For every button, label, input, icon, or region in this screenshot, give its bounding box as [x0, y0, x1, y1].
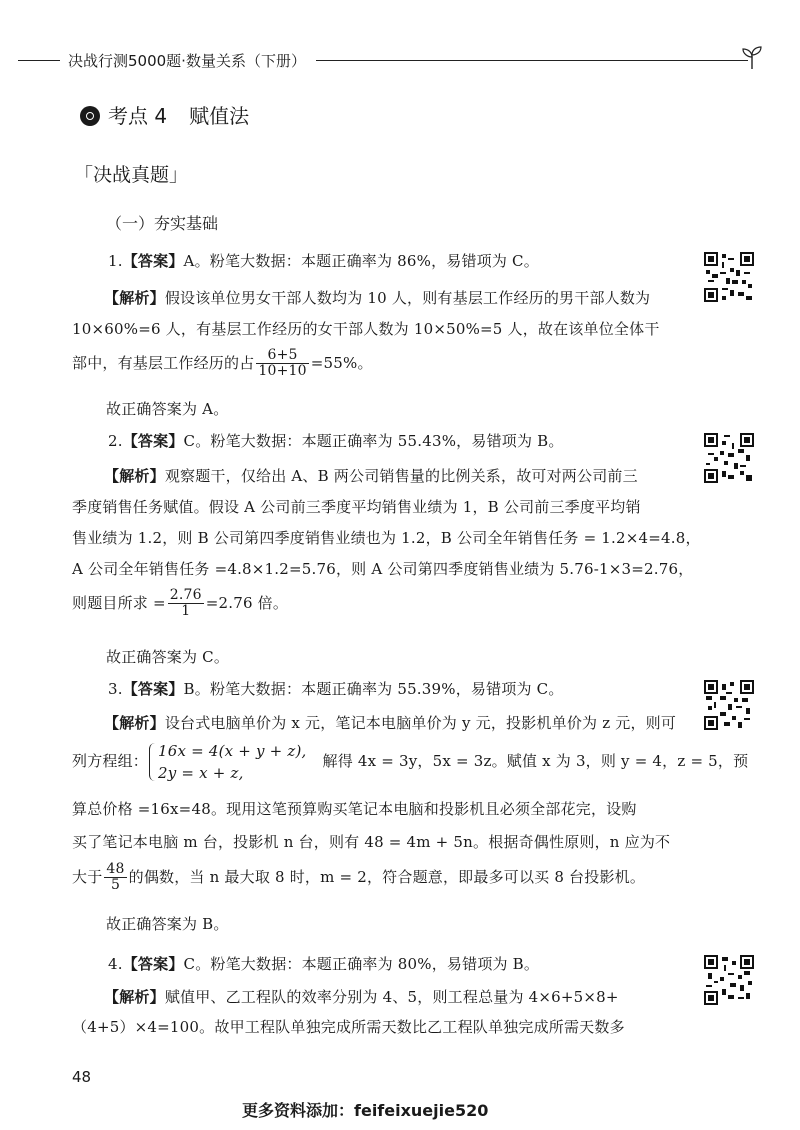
- footer-note: 更多资料添加：feifeixuejie520: [242, 1101, 489, 1120]
- analysis-tag: 【解析】: [104, 988, 165, 1006]
- q4-answer-line: 4.【答案】C。粉笔大数据：本题正确率为 80%，易错项为 B。: [108, 955, 540, 973]
- qr-code-icon[interactable]: [704, 433, 754, 483]
- q2-analysis-line5: 则题目所求 = $\frac{2.76}{1}$ =2.76 倍。: [72, 587, 289, 620]
- header-rule-right: [316, 60, 748, 61]
- q3-conclusion: 故正确答案为 B。: [106, 915, 229, 933]
- answer-tag: 【答案】: [122, 955, 184, 973]
- sprout-icon: [740, 44, 764, 70]
- subheading-level2: （一）夯实基础: [106, 214, 219, 233]
- section-number: 考点 4: [108, 104, 168, 128]
- header-rule-left: [18, 60, 60, 61]
- answer-tag: 【答案】: [122, 432, 184, 450]
- equation-system: 16x = 4(x + y + z), 2y = x + z,: [148, 740, 307, 784]
- answer-tag: 【答案】: [122, 680, 184, 698]
- q2-analysis-line1: 【解析】观察题干，仅给出 A、B 两公司销售量的比例关系，故可对两公司前三: [104, 467, 638, 485]
- section-title: [80, 100, 249, 129]
- section-badge-icon: [80, 106, 100, 126]
- qr-code-icon[interactable]: [704, 955, 754, 1005]
- q3-analysis-line5: 大于 $\frac{48}{5}$ 的偶数，当 n 最大取 8 时，m = 2，符合题意，即最多可以买 8 台投影机。: [72, 861, 646, 894]
- q2-answer-line: 2.【答案】C。粉笔大数据：本题正确率为 55.43%，易错项为 B。: [108, 432, 564, 450]
- section-name: 赋值法: [189, 104, 250, 128]
- analysis-tag: 【解析】: [104, 467, 165, 485]
- qr-code-icon[interactable]: [704, 252, 754, 302]
- fraction: $\frac{6+5}{10+10}$: [258, 347, 307, 380]
- q3-analysis-line4: 买了笔记本电脑 m 台，投影机 n 台，则有 48 = 4m + 5n。根据奇偶性原则，n 应为不: [72, 833, 671, 851]
- q3-analysis-line3: 算总价格 =16x=48。现用这笔预算购买笔记本电脑和投影机且必须全部花完，设购: [72, 800, 637, 818]
- q3-analysis-line1: 【解析】设台式电脑单价为 x 元，笔记本电脑单价为 y 元，投影机单价为 z 元，则可: [104, 714, 677, 732]
- analysis-tag: 【解析】: [104, 289, 165, 307]
- q2-conclusion: 故正确答案为 C。: [106, 648, 230, 666]
- q1-analysis-line3: 部中，有基层工作经历的占 $\frac{6+5}{10+10}$ =55%。: [72, 347, 373, 380]
- page-number: 48: [72, 1068, 92, 1086]
- fraction: $\frac{2.76}{1}$: [169, 587, 202, 620]
- q2-analysis-line2: 季度销售任务赋值。假设 A 公司前三季度平均销售业绩为 1，B 公司前三季度平均销: [72, 498, 641, 516]
- q1-analysis-line2: 10×60%=6 人，有基层工作经历的女干部人数为 10×50%=5 人，故在该单位全体干: [72, 320, 660, 338]
- q2-analysis-line3: 售业绩为 1.2，则 B 公司第四季度销售业绩也为 1.2，B 公司全年销售任务 = 1.2×4=4.8，: [72, 529, 701, 547]
- q2-analysis-line4: A 公司全年销售任务 =4.8×1.2=5.76，则 A 公司第四季度销售业绩为 5.76-1×3=2.76，: [72, 560, 694, 578]
- answer-tag: 【答案】: [122, 252, 184, 270]
- q1-conclusion: 故正确答案为 A。: [106, 400, 229, 418]
- fraction: $\frac{48}{5}$: [106, 861, 125, 894]
- running-header: [18, 50, 758, 72]
- qr-code-icon[interactable]: [704, 680, 754, 730]
- analysis-tag: 【解析】: [104, 714, 165, 732]
- q1-answer-line: 1.【答案】A。粉笔大数据：本题正确率为 86%，易错项为 C。: [108, 252, 539, 270]
- q1-analysis-line1: 【解析】假设该单位男女干部人数均为 10 人，则有基层工作经历的男干部人数为: [104, 289, 651, 307]
- q3-answer-line: 3.【答案】B。粉笔大数据：本题正确率为 55.39%，易错项为 C。: [108, 680, 564, 698]
- subheading: 「决战真题」: [74, 164, 189, 186]
- q4-analysis-line1: 【解析】赋值甲、乙工程队的效率分别为 4、5，则工程总量为 4×6+5×8+: [104, 988, 619, 1006]
- q3-analysis-line2: 列方程组： 16x = 4(x + y + z), 2y = x + z, 解得 4x = 3y，5x = 3z。赋值 x 为 3，则 y = 4，z = 5，预: [72, 742, 749, 782]
- header-title: 决战行测5000题·数量关系（下册）: [68, 52, 306, 70]
- q4-analysis-line2: （4+5）×4=100。故甲工程队单独完成所需天数比乙工程队单独完成所需天数多: [72, 1018, 625, 1036]
